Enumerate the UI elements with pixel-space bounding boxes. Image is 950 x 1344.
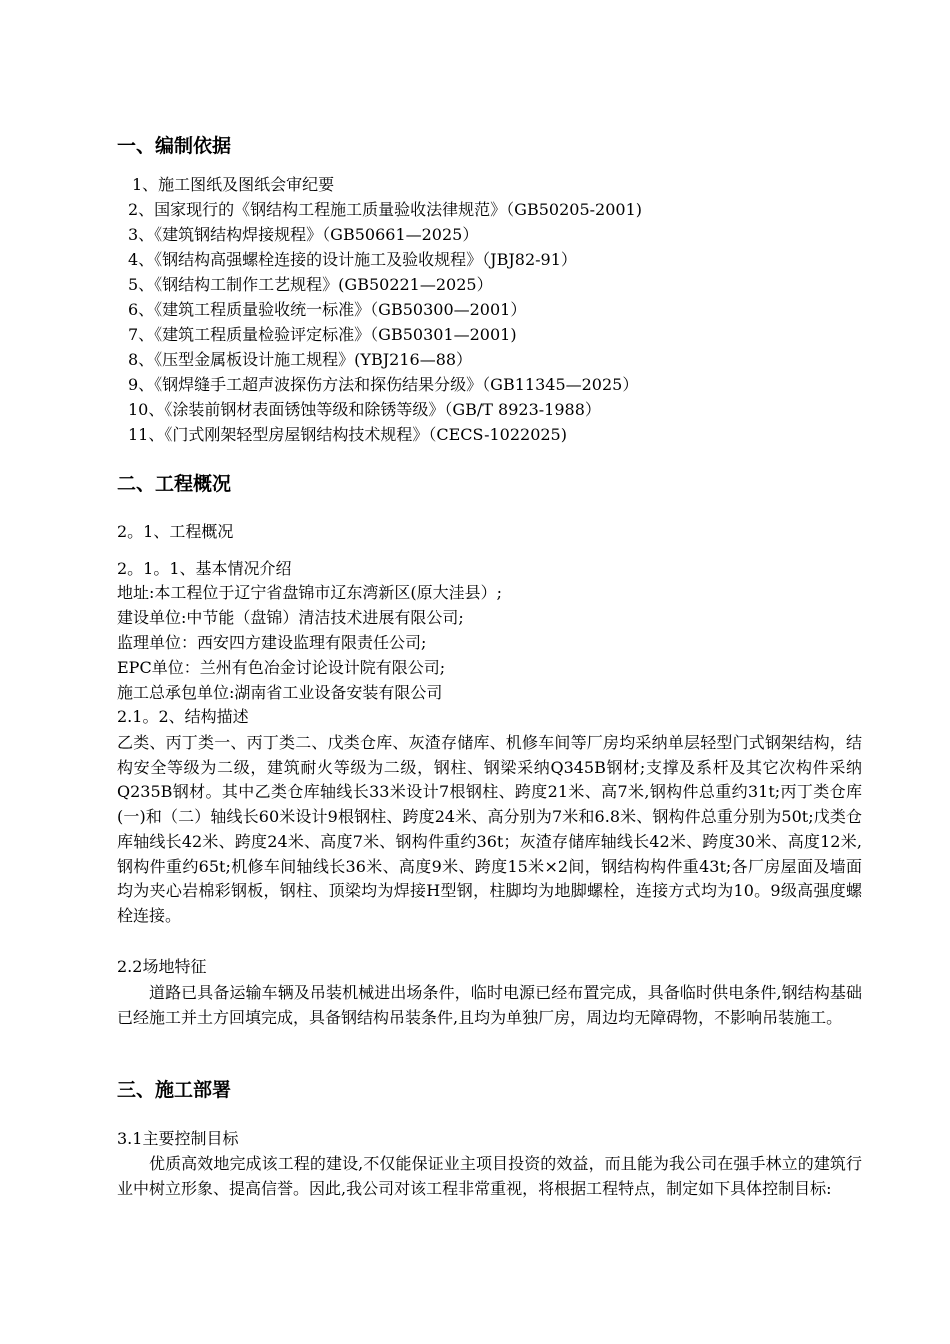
section-heading-overview: 二、工程概况: [117, 473, 232, 495]
contractor-line: 施工总承包单位:湖南省工业设备安装有限公司: [117, 683, 443, 702]
epc-line: EPC单位：兰州有色冶金讨论设计院有限公司;: [117, 658, 446, 677]
subheading-3-1: 3.1主要控制目标: [117, 1129, 239, 1148]
site-description: 道路已具备运输车辆及吊装机械进出场条件，临时电源已经布置完成，具备临时供电条件,钢结构基础已经施工并土方回填完成，具备钢结构吊装条件,且均为单独厂房，周边均无障碍物，不影响吊装施工。: [117, 983, 862, 1027]
reference-item: 10、《涂装前钢材表面锈蚀等级和除锈等级》（GB/T 8923-1988）: [128, 400, 601, 419]
subheading-2-1-2: 2.1。2、结构描述: [117, 707, 249, 726]
supervisor-line: 监理单位：西安四方建设监理有限责任公司;: [117, 633, 427, 652]
reference-item: 6、《建筑工程质量验收统一标准》（GB50300—2001）: [128, 300, 527, 319]
reference-item: 8、《压型金属板设计施工规程》(YBJ216—88）: [128, 350, 473, 369]
reference-item: 7、《建筑工程质量检验评定标准》（GB50301—2001): [128, 325, 517, 344]
section-heading-basis: 一、编制依据: [117, 135, 232, 157]
structure-description: 乙类、丙丁类一、丙丁类二、戊类仓库、灰渣存储库、机修车间等厂房均采纳单层轻型门式钢架结构，结构安全等级为二级，建筑耐火等级为二级，钢柱、钢梁采纳Q345B钢材;支撑及系杆及其它次构件采纳Q235B钢材。其中乙类仓库轴线长33米设计7根钢柱、跨度21米、高7米,钢构件总重约31t;丙丁类仓库(一)和（二）轴线长60米设计9根钢柱、跨度24米、高分别为7米和6.8米、钢构件总重分别为50t;戊类仓库轴线长42米、跨度24米、高度7米、钢构件重约36t；灰渣存储库轴线长42米、跨度30米、高度12米,钢构件重约65t;机修车间轴线长36米、高度9米、跨度15米×2间，钢结构构件重43t;各厂房屋面及墙面均为夹心岩棉彩钢板，钢柱、顶梁均为焊接H型钢，柱脚均为地脚螺栓，连接方式均为10。9级高强度螺栓连接。: [117, 733, 862, 925]
reference-item: 9、《钢焊缝手工超声波探伤方法和探伤结果分级》（GB11345—2025）: [128, 375, 639, 394]
reference-item: 2、国家现行的《钢结构工程施工质量验收法律规范》（GB50205-2001): [128, 200, 642, 219]
section-heading-deployment: 三、施工部署: [117, 1079, 232, 1101]
reference-item: 4、《钢结构高强螺栓连接的设计施工及验收规程》（JBJ82-91）: [128, 250, 577, 269]
subheading-2-1-1: 2。1。1、基本情况介绍: [117, 559, 292, 578]
subheading-2-1: 2。1、工程概况: [117, 522, 234, 541]
reference-item: 1、施工图纸及图纸会审纪要: [132, 175, 335, 194]
goals-paragraph: 优质高效地完成该工程的建设,不仅能保证业主项目投资的效益，而且能为我公司在强手林立的建筑行业中树立形象、提高信誉。因此,我公司对该工程非常重视，将根据工程特点，制定如下具体控制目标:: [117, 1154, 862, 1198]
reference-item: 5、《钢结构工制作工艺规程》(GB50221—2025）: [128, 275, 493, 294]
subheading-2-2: 2.2场地特征: [117, 957, 207, 976]
reference-item: 3、《建筑钢结构焊接规程》（GB50661—2025）: [128, 225, 479, 244]
reference-item: 11、《门式刚架轻型房屋钢结构技术规程》（CECS-1022025): [128, 425, 567, 444]
builder-line: 建设单位:中节能（盘锦）清洁技术进展有限公司;: [117, 608, 464, 627]
address-line: 地址:本工程位于辽宁省盘锦市辽东湾新区(原大洼县）;: [117, 583, 503, 602]
